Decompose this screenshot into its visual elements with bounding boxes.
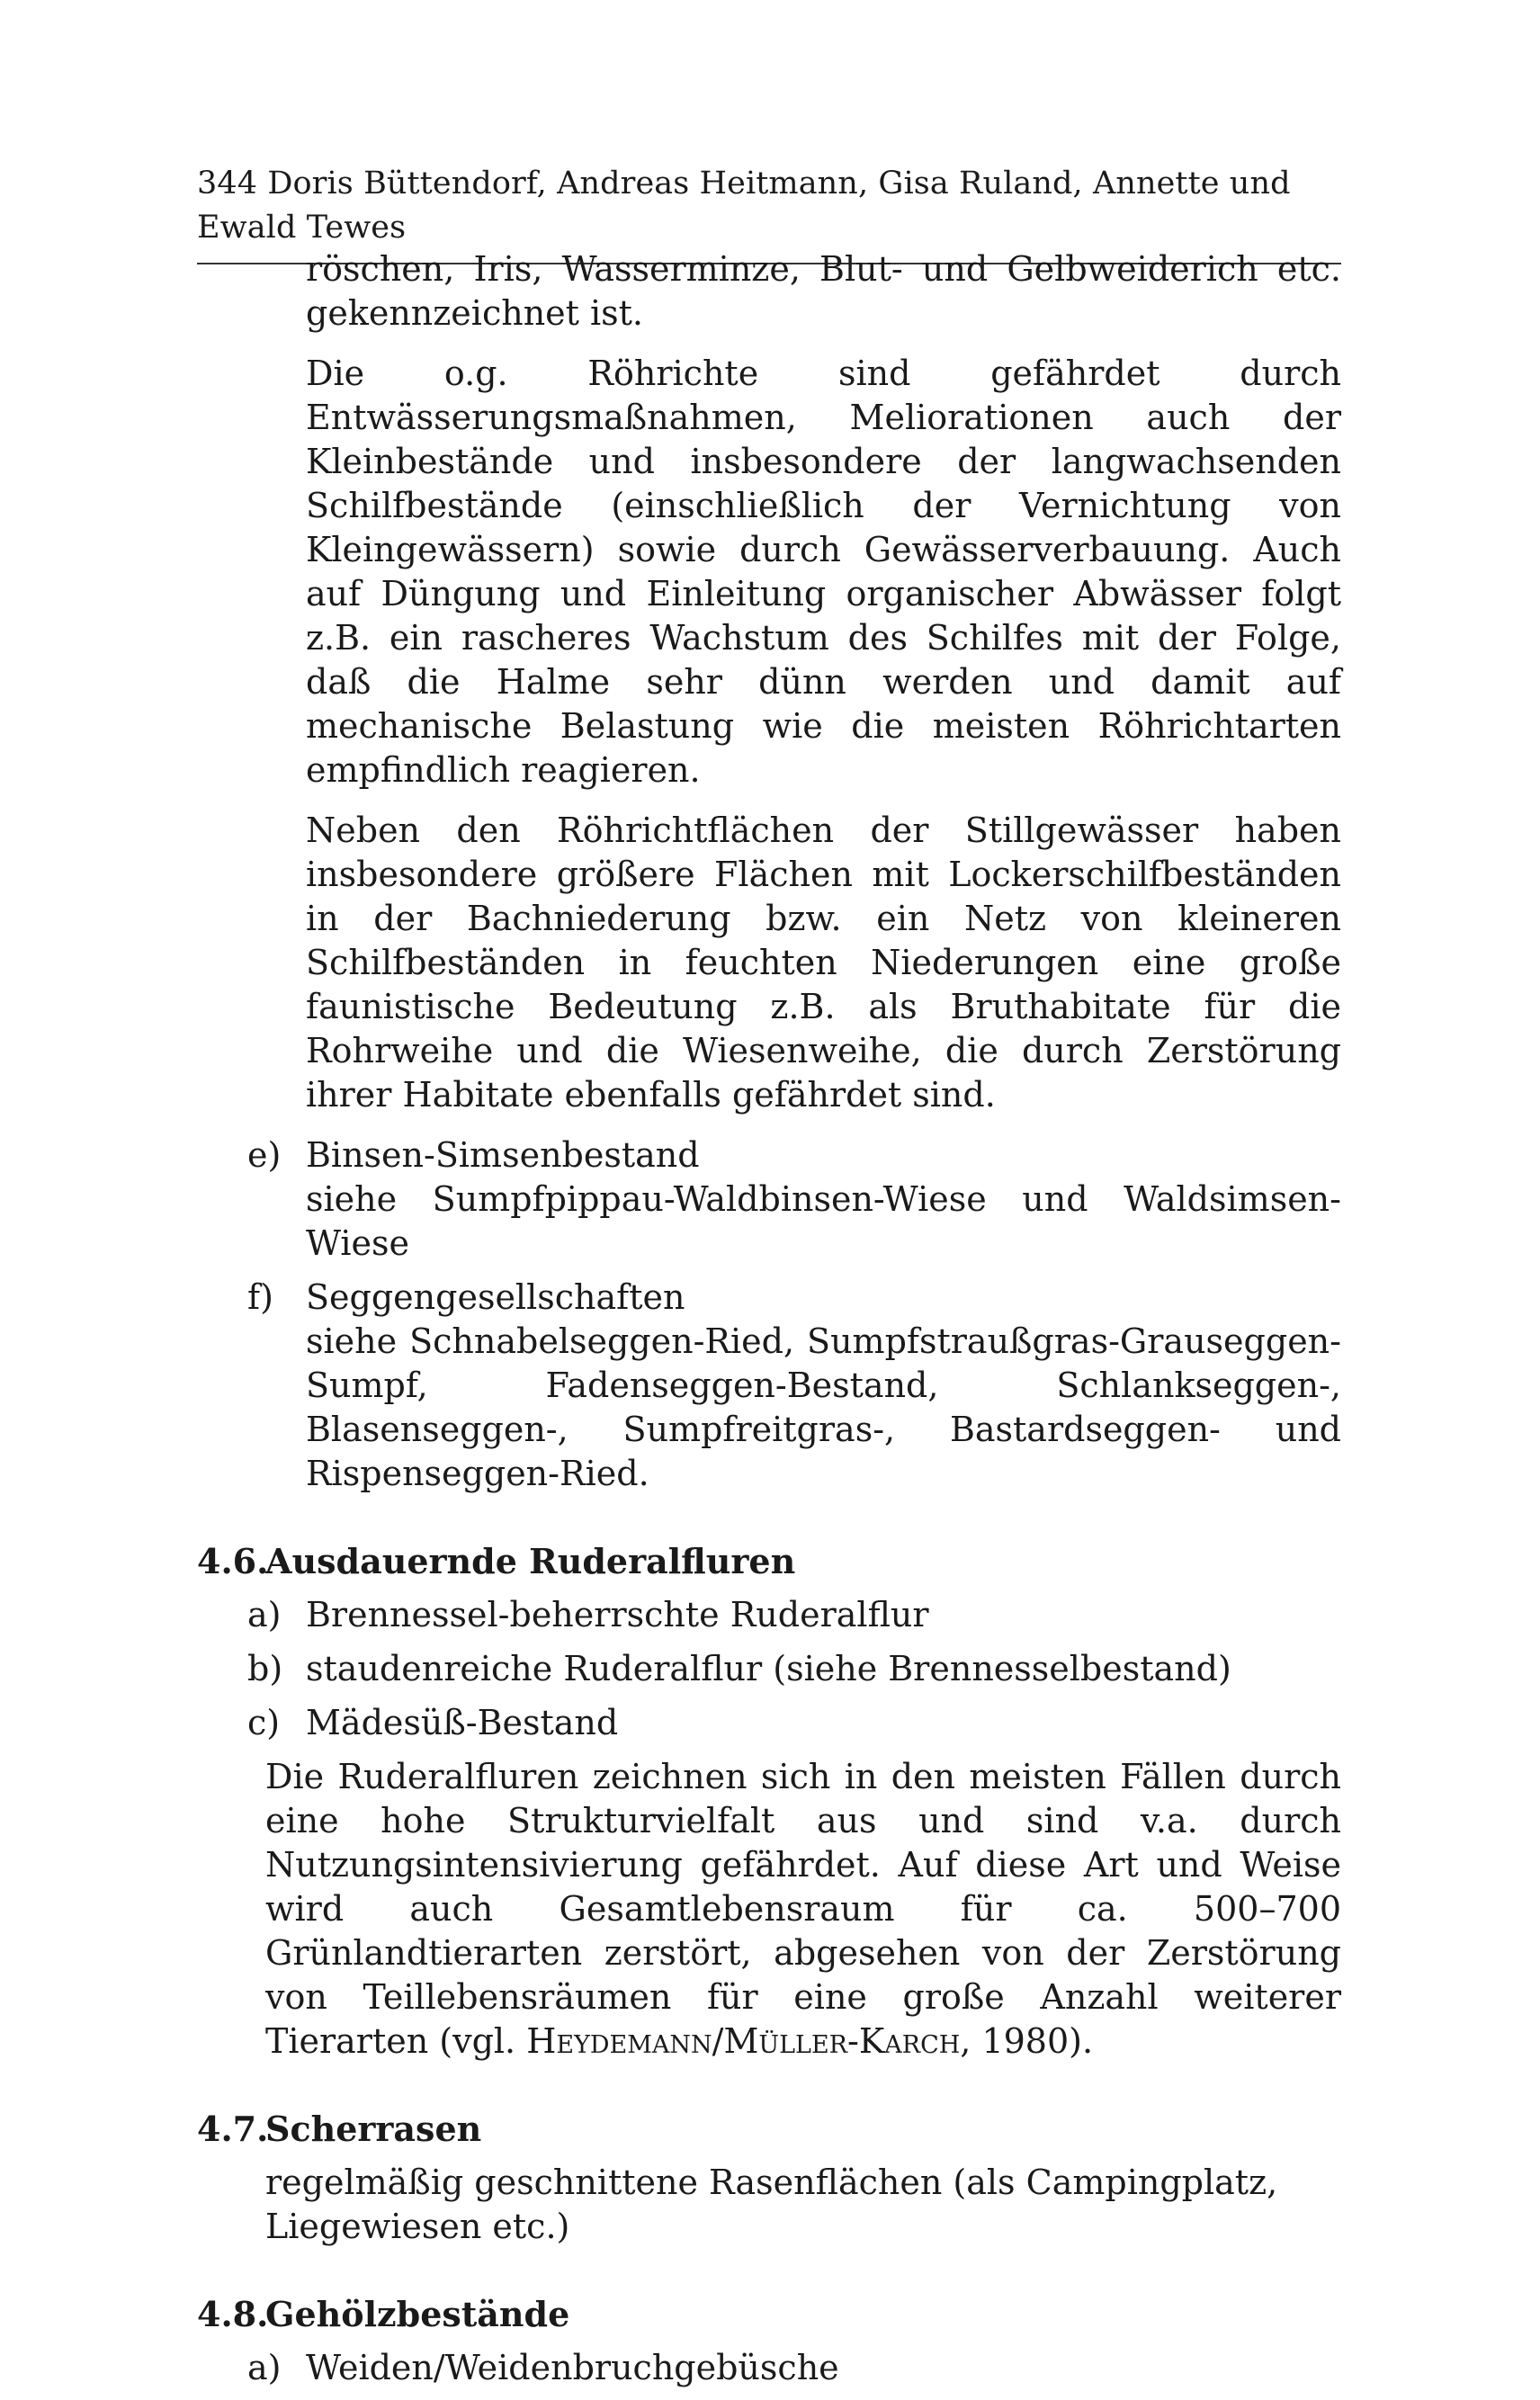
author-list: Doris Büttendorf, Andreas Heitmann, Gisa Ruland, Annette und Ewald Tewes — [197, 166, 1291, 246]
section-title: Gehölzbestände — [265, 2294, 570, 2334]
section-heading-4-7 — [197, 2107, 1341, 2151]
list-item-text: siehe Sumpfpippau-Waldbinsen-Wiese und Waldsimsen-Wiese — [306, 1179, 1341, 1263]
section-title: Ausdauernde Ruderalfluren — [265, 1541, 796, 1581]
list-item-e — [197, 1133, 1341, 1266]
section-heading-4-8 — [197, 2292, 1341, 2336]
list-item-text: staudenreiche Ruderalflur (siehe Brennesselbestand) — [306, 1649, 1231, 1688]
list-item-text: Weiden/Weidenbruchgebüsche — [306, 2348, 839, 2387]
list-item-title: Binsen-Simsenbestand — [306, 1135, 700, 1175]
section-heading-4-6 — [197, 1539, 1341, 1583]
page-body — [197, 247, 1341, 2400]
body-text: Die Ruderalfluren zeichnen sich in den meisten Fällen durch eine hohe Strukturvielfalt aus und sind v.a. durch Nutzungsintensivierung gefährdet. Auf diese Art und Weise wird auch Gesamtlebensraum für ca. 500–700 Grünlandtierarten zerstört, abgesehen von der Zerstörung von Teillebensräumen für eine große Anzahl weiterer Tierarten (vgl. — [265, 1757, 1341, 2061]
list-item — [197, 1701, 1341, 1745]
list-item — [197, 1647, 1341, 1691]
page-number: 344 — [197, 166, 258, 201]
paragraph-1: röschen, Iris, Wasserminze, Blut- und Gelbweiderich etc. gekennzeichnet ist. — [306, 249, 1341, 333]
list-item — [197, 1593, 1341, 1637]
citation-year: , 1980). — [960, 2021, 1094, 2061]
list-item-f — [197, 1276, 1341, 1496]
list-label: c) — [247, 1703, 281, 1742]
list-label: f) — [247, 1277, 273, 1317]
section-number: 4.8. — [197, 2294, 269, 2334]
list-item-text: siehe Schnabelseggen-Ried, Sumpfstraußgras-Grauseggen-Sumpf, Fadenseggen-Bestand, Schlankseggen-, Blasenseggen-, Sumpfreitgras-, Bastardseggen- und Rispenseggen-Ried. — [306, 1321, 1341, 1493]
list-item-text: Brennessel-beherrschte Ruderalflur — [306, 1595, 929, 1634]
section-number: 4.7. — [197, 2109, 269, 2149]
list-item-text: Mädesüß-Bestand — [306, 1703, 619, 1742]
paragraph-3: Neben den Röhrichtflächen der Stillgewässer haben insbesondere größere Flächen mit Lockerschilfbeständen in der Bachniederung bzw. ein Netz von kleineren Schilfbeständen in feuchten Niederungen eine große faunistische Bedeutung z.B. als Bruthabitate für die Rohrweihe und die Wiesenweihe, die durch Zerstörung ihrer Habitate ebenfalls gefährdet sind. — [306, 810, 1341, 1115]
list-item — [197, 2346, 1341, 2390]
list-label: a) — [247, 2348, 282, 2387]
section-4-6-body — [265, 1755, 1341, 2064]
section-number: 4.6. — [197, 1541, 269, 1581]
list-item-title: Seggengesellschaften — [306, 1277, 685, 1317]
list-label: a) — [247, 1595, 282, 1634]
paragraph-2: Die o.g. Röhrichte sind gefährdet durch Entwässerungsmaßnahmen, Meliorationen auch der Kleinbestände und insbesondere der langwachsenden Schilfbestände (einschließlich der Vernichtung von Kleingewässern) sowie durch Gewässerverbauung. Auch auf Düngung und Einleitung organischer Abwässer folgt z.B. ein rascheres Wachstum des Schilfes mit der Folge, daß die Halme sehr dünn werden und damit auf mechanische Belastung wie die meisten Röhrichtarten empfindlich reagieren. — [306, 354, 1341, 790]
list-label: e) — [247, 1135, 282, 1175]
citation-authors: Heydemann/Müller-Karch — [526, 2021, 961, 2061]
section-4-7-body: regelmäßig geschnittene Rasenflächen (als Campingplatz, Liegewiesen etc.) — [265, 2163, 1278, 2246]
section-title: Scherrasen — [265, 2109, 482, 2149]
list-label: b) — [247, 1649, 283, 1688]
